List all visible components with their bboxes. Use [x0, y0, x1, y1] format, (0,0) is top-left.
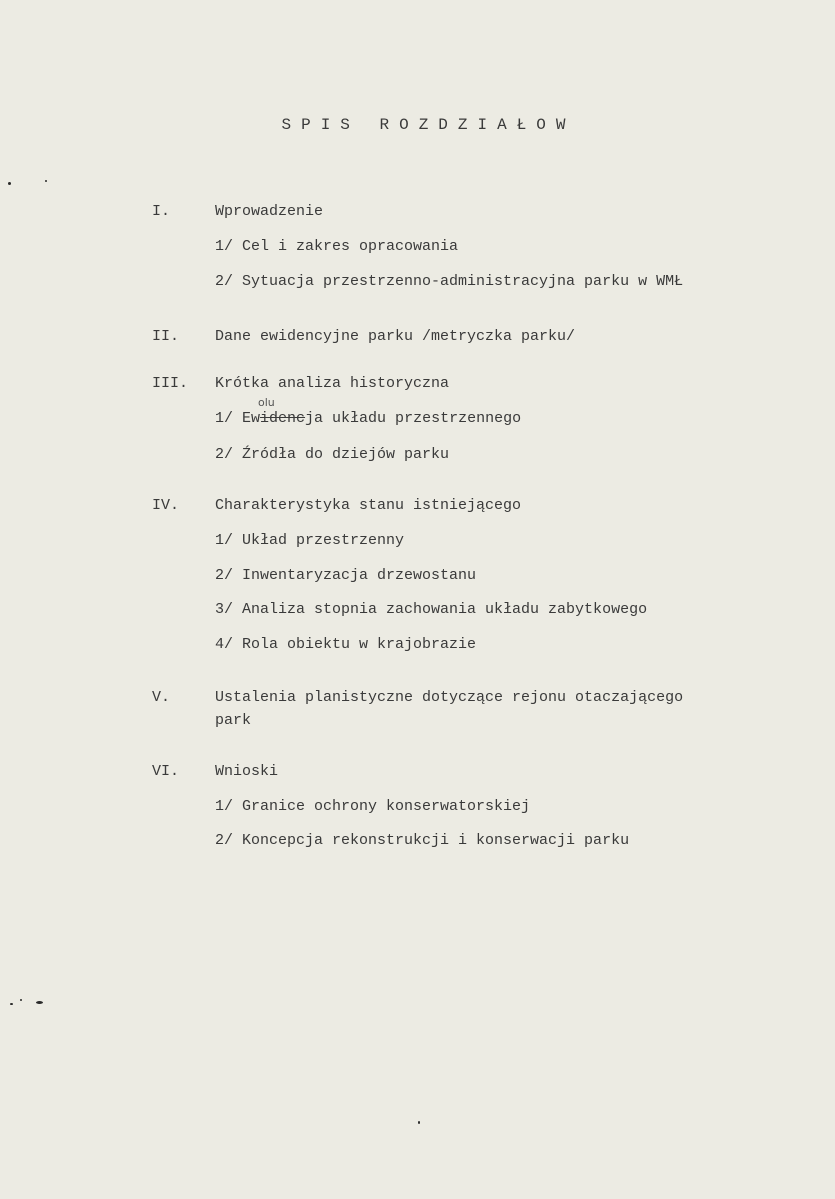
chapter-item: 2/ Sytuacja przestrzenno-administracyjna parku w WMŁ: [215, 273, 684, 290]
scan-speck: [8, 182, 11, 185]
chapter-numeral: I.: [152, 203, 171, 220]
word-suffix: ja układu przestrzennego: [305, 410, 522, 427]
chapter-numeral: VI.: [152, 763, 180, 780]
chapter-item: 2/ Inwentaryzacja drzewostanu: [215, 567, 477, 584]
chapter-item: 2/ Koncepcja rekonstrukcji i konserwacji parku: [215, 832, 630, 849]
chapter-item-corrected: [215, 396, 522, 427]
word-prefix: Ew: [242, 410, 261, 427]
scan-speck: [10, 1003, 13, 1005]
scan-speck: [36, 1001, 43, 1004]
inserted-handwriting: olu: [258, 396, 275, 409]
chapter-numeral: III.: [152, 375, 189, 392]
chapter-heading: Wprowadzenie: [215, 203, 324, 220]
chapter-heading: Wnioski: [215, 763, 279, 780]
chapter-numeral: IV.: [152, 497, 180, 514]
chapter-numeral: II.: [152, 328, 180, 345]
item-number: 1/: [215, 410, 243, 427]
chapter-heading: Charakterystyka stanu istniejącego: [215, 497, 522, 514]
handwritten-correction: [242, 396, 306, 427]
page-title: SPIS ROZDZIAŁOW: [281, 116, 576, 134]
chapter-numeral: V.: [152, 689, 171, 706]
chapter-item: 4/ Rola obiektu w krajobrazie: [215, 636, 477, 653]
scan-speck: [20, 999, 22, 1001]
chapter-heading: Krótka analiza historyczna: [215, 375, 450, 392]
chapter-item: 3/ Analiza stopnia zachowania układu zabytkowego: [215, 601, 648, 618]
chapter-item: 2/ Źródła do dziejów parku: [215, 446, 450, 463]
chapter-item: 1/ Układ przestrzenny: [215, 532, 405, 549]
chapter-heading-continuation: park: [215, 712, 252, 729]
chapter-heading: Dane ewidencyjne parku /metryczka parku/: [215, 328, 576, 345]
struck-text: idenc: [260, 410, 306, 427]
chapter-item: 1/ Granice ochrony konserwatorskiej: [215, 798, 531, 815]
scan-speck: [45, 180, 47, 182]
chapter-item: 1/ Cel i zakres opracowania: [215, 238, 459, 255]
chapter-heading: Ustalenia planistyczne dotyczące rejonu otaczającego: [215, 689, 684, 706]
scan-speck: [418, 1121, 420, 1124]
